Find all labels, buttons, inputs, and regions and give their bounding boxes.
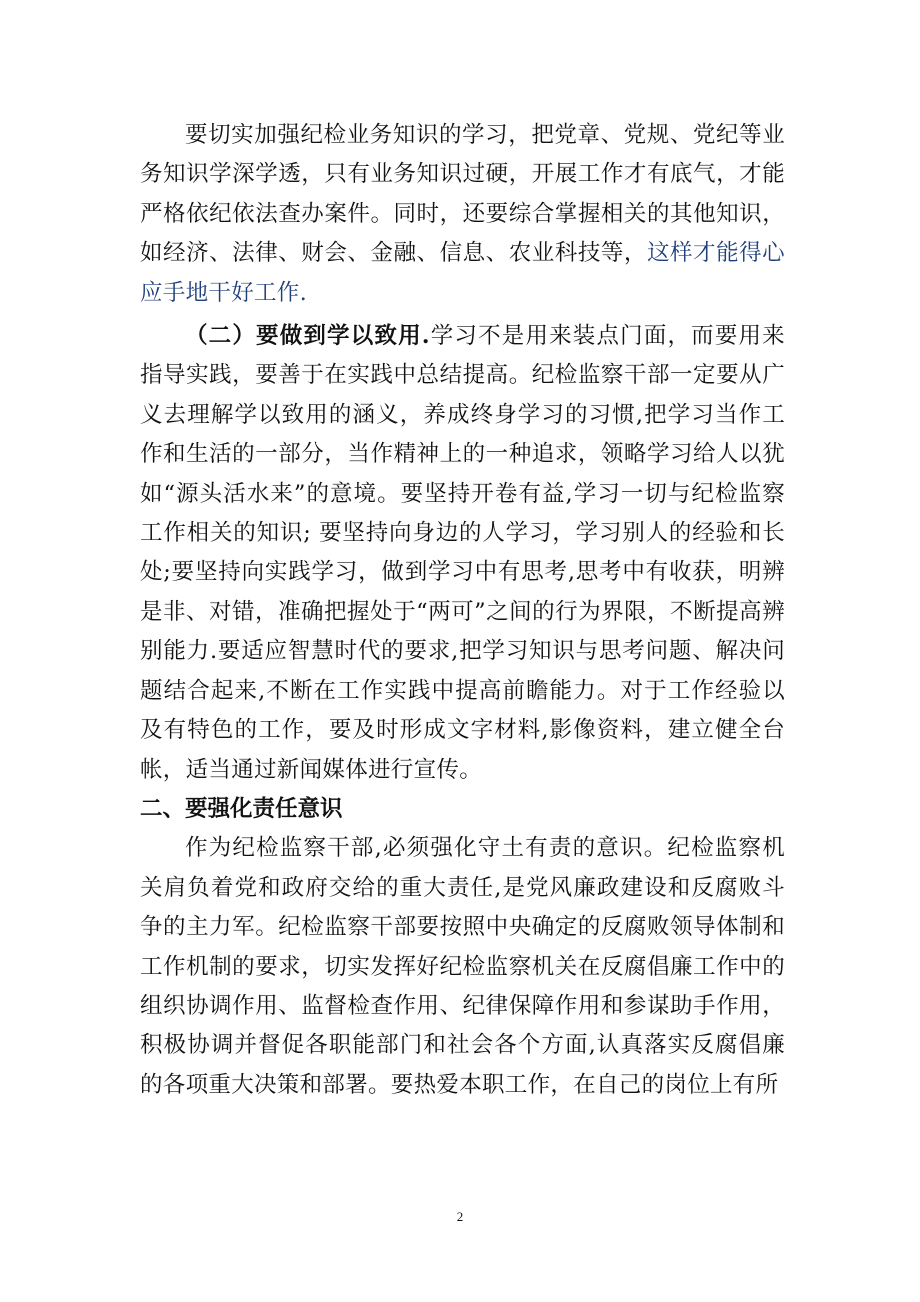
paragraph-2 xyxy=(140,317,785,790)
paragraph-3: 作为纪检监察干部,必须强化守土有责的意识。纪检监察机关肩负着党和政府交给的重大责任,是党风廉政建设和反腐败斗争的主力军。纪检监察干部要按照中央确定的反腐败领导体制和工作机制的要求，切实发挥好纪检监察机关在反腐倡廉工作中的组织协调作用、监督检查作用、纪律保障作用和参谋助手作用，积极协调并督促各职能部门和社会各个方面,认真落实反腐倡廉的各项重大决策和部署。要热爱本职工作，在自己的岗位上有所 xyxy=(140,835,785,1098)
paragraph-2-lead: （二）要做到学以致用. xyxy=(185,323,430,350)
paragraph-1 xyxy=(140,116,785,313)
section-heading-2: 二、要强化责任意识 xyxy=(140,795,343,822)
paragraph-1-highlight: 这样才能得心应手地干好工作. xyxy=(140,240,785,306)
paragraph-1-text: 要切实加强纪检业务知识的学习，把党章、党规、党纪等业务知识学深学透，只有业务知识过硬，开展工作才有底气，才能严格依纪依法查办案件。同时，还要综合掌握相关的其他知识，如经济、法律、财会、金融、信息、农业科技等， xyxy=(140,122,785,267)
page-number: 2 xyxy=(456,1209,464,1224)
document-body xyxy=(140,116,785,1105)
paragraph-2-text: 学习不是用来装点门面，而要用来指导实践，要善于在实践中总结提高。纪检监察干部一定要从广义去理解学以致用的涵义，养成终身学习的习惯,把学习当作工作和生活的一部分，当作精神上的一种追求，领略学习给人以犹如“源头活水来”的意境。要坚持开卷有益,学习一切与纪检监察工作相关的知识; 要坚持向身边的人学习，学习别人的经验和长处;要坚持向实践学习，做到学习中有思考,思考中有收获，明辨是非、对错，准确把握处于“两可”之间的行为界限，不断提高辨别能力.要适应智慧时代的要求,把学习知识与思考问题、解决问题结合起来,不断在工作实践中提高前瞻能力。对于工作经验以及有特色的工作，要及时形成文字材料,影像资料，建立健全台帐，适当通过新闻媒体进行宣传。 xyxy=(140,323,785,783)
